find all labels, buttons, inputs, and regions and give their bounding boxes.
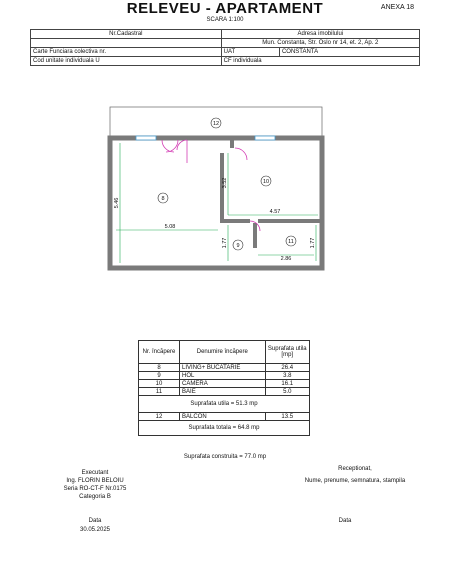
cadastral-info-table: [30, 29, 420, 66]
data-label-right: Data: [338, 518, 352, 524]
room-name: HOL: [180, 372, 266, 380]
dim-camera-width: 4.57: [269, 209, 281, 215]
balcon-name: BALCON: [180, 413, 266, 421]
window: [136, 136, 156, 140]
room-name: CAMERA: [180, 380, 266, 388]
dim-living-width: 5.08: [164, 224, 176, 230]
adresa-label: Adresa imobilului: [221, 30, 419, 39]
nr-cadastral-label: Nr.Cadastral: [31, 30, 222, 39]
room-number-baie: 11: [288, 239, 294, 245]
balcon-nr: 12: [139, 413, 180, 421]
table-row: [139, 364, 310, 372]
floor-plan: [100, 103, 340, 273]
adresa-value: Mun. Constanta, Str. Oslo nr 14, et. 2, Ap. 2: [221, 39, 419, 48]
door-arc: [177, 140, 187, 150]
date-left: 30.05.2025: [79, 527, 111, 533]
room-number-hol: 9: [236, 243, 240, 249]
col-header-denumire: Denumire încăpere: [180, 341, 266, 364]
rooms-table: [138, 340, 310, 436]
suprafata-construita: Suprafata construita = 77.0 mp: [183, 454, 267, 460]
engineer-name: Ing. FLORIN BELOIU: [66, 478, 124, 484]
room-nr: 9: [139, 372, 180, 380]
dim-hol-height: 1.77: [222, 237, 228, 249]
annex-label: ANEXA 18: [380, 4, 414, 11]
dim-living-height: 5.46: [114, 197, 120, 209]
table-row: [139, 380, 310, 388]
room-number-camera: 10: [262, 179, 270, 185]
room-area: 5.0: [265, 388, 309, 396]
dim-baie-width: 2.86: [280, 256, 292, 262]
table-row: [139, 413, 310, 421]
room-area: 3.8: [265, 372, 309, 380]
dim-camera-height: 3.52: [222, 177, 228, 189]
carte-funciara-label: Carte Funciara colectiva nr.: [31, 48, 222, 57]
engineer-series: Seria RO-CT-F Nr.0175: [63, 486, 127, 492]
table-row: [139, 372, 310, 380]
balcon-area: 13.5: [265, 413, 309, 421]
room-number-balcony: 12: [212, 121, 220, 127]
room-nr: 10: [139, 380, 180, 388]
signature-line: Nume, prenume, semnatura, stampila: [304, 478, 406, 484]
window: [255, 136, 275, 140]
room-name: LIVING+ BUCATARIE: [180, 364, 266, 372]
scale-label: SCARA 1:100: [206, 17, 244, 23]
room-nr: 11: [139, 388, 180, 396]
receptionat-label: Receptionat,: [338, 466, 372, 472]
col-header-nr: Nr. încăpere: [139, 341, 180, 364]
engineer-category: Categoria B: [79, 494, 111, 500]
uat-value: CONSTANTA: [279, 48, 419, 57]
uat-label: UAT: [221, 48, 279, 57]
suprafata-utila: Suprafata utila = 51.3 mp: [139, 396, 310, 413]
page-title: RELEVEU - APARTAMENT: [126, 0, 324, 17]
dim-baie-height: 1.77: [310, 237, 316, 249]
room-nr: 8: [139, 364, 180, 372]
cod-unitate-label: Cod unitate individuala U: [31, 57, 222, 66]
suprafata-totala: Suprafata totala = 64.8 mp: [139, 421, 310, 436]
nr-cadastral-value: [31, 39, 222, 48]
outer-walls: [110, 138, 322, 268]
data-label-left: Data: [88, 518, 102, 524]
executant-label: Executant: [81, 470, 109, 476]
door-arc: [235, 148, 247, 160]
cf-individuala-label: CF individuala: [221, 57, 419, 66]
room-area: 26.4: [265, 364, 309, 372]
table-row: [139, 388, 310, 396]
room-name: BAIE: [180, 388, 266, 396]
col-header-suprafata: Suprafata utila [mp]: [265, 341, 309, 364]
room-area: 16.1: [265, 380, 309, 388]
room-number-living: 8: [161, 196, 165, 202]
